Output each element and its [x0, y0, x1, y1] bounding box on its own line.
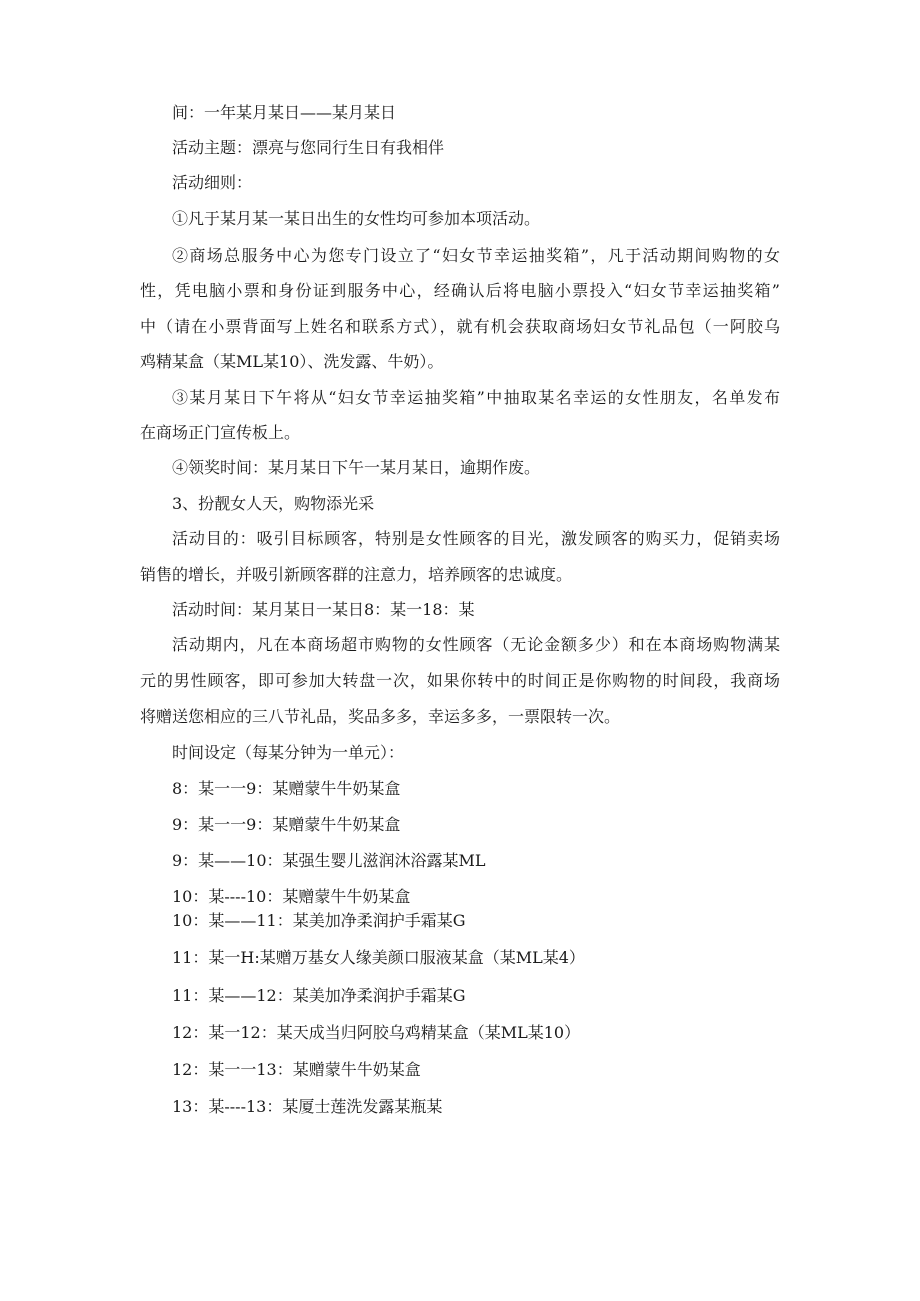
schedule-item: 12：某一12：某天成当归阿胶乌鸡精某盒（某ML某10）	[172, 1023, 581, 1042]
text-line-rule-2a: ②商场总服务中心为您专门设立了“妇女节幸运抽奖箱”，凡于活动期间购物的女	[172, 246, 780, 265]
text-line-purpose-b: 销售的增长，并吸引新顾客群的注意力，培养顾客的忠诚度。	[140, 565, 573, 584]
schedule-item: 10：某——11：某美加净柔润护手霜某G	[172, 911, 466, 930]
schedule-item: 9：某——10：某强生婴儿滋润沐浴露某ML	[172, 851, 486, 870]
schedule-item: 11：某一H:某赠万基女人缘美颜口服液某盒（某ML某4）	[172, 948, 585, 967]
text-line-rule-2b: 性，凭电脑小票和身份证到服务中心，经确认后将电脑小票投入“妇女节幸运抽奖箱”	[140, 281, 780, 300]
text-line-activity-c: 将赠送您相应的三八节礼品，奖品多多，幸运多多，一票限转一次。	[140, 707, 621, 726]
schedule-item: 10：某----10：某赠蒙牛牛奶某盒	[172, 887, 411, 906]
text-line-rule-4: ④领奖时间：某月某日下午一某月某日，逾期作废。	[172, 458, 541, 477]
schedule-item: 11：某——12：某美加净柔润护手霜某G	[172, 986, 466, 1005]
text-line-activity-b: 元的男性顾客，即可参加大转盘一次，如果你转中的时间正是你购物的时间段，我商场	[140, 671, 780, 690]
text-line-purpose-a: 活动目的：吸引目标顾客，特别是女性顾客的目光，激发顾客的购买力，促销卖场	[172, 529, 780, 548]
text-line-activity-a: 活动期内，凡在本商场超市购物的女性顾客（无论金额多少）和在本商场购物满某	[172, 635, 780, 654]
text-line-rules-heading: 活动细则：	[172, 173, 253, 192]
schedule-item: 12：某一一13：某赠蒙牛牛奶某盒	[172, 1060, 421, 1079]
text-line-section-3-heading: 3、扮靓女人天，购物添光采	[172, 494, 375, 513]
text-line-rule-2c: 中（请在小票背面写上姓名和联系方式），就有机会获取商场妇女节礼品包（一阿胶乌	[140, 317, 780, 336]
text-line-time-setting: 时间设定（每某分钟为一单元）：	[172, 743, 405, 762]
text-line-rule-3a: ③某月某日下午将从“妇女节幸运抽奖箱”中抽取某名幸运的女性朋友，名单发布	[172, 388, 780, 407]
text-line-activity-time: 活动时间：某月某日一某日8：某一18：某	[172, 600, 475, 619]
text-line-rule-1: ①凡于某月某一某日出生的女性均可参加本项活动。	[172, 209, 541, 228]
schedule-item: 8：某一一9：某赠蒙牛牛奶某盒	[172, 779, 401, 798]
text-line-theme: 活动主题：漂亮与您同行生日有我相伴	[172, 138, 445, 157]
text-line-rule-3b: 在商场正门宣传板上。	[140, 423, 301, 442]
schedule-item: 9：某一一9：某赠蒙牛牛奶某盒	[172, 815, 401, 834]
schedule-item: 13：某----13：某厦士莲洗发露某瓶某	[172, 1097, 443, 1116]
text-line-time: 间：一年某月某日——某月某日	[172, 103, 397, 122]
text-line-rule-2d: 鸡精某盒（某ML某10）、洗发露、牛奶）。	[140, 352, 444, 371]
